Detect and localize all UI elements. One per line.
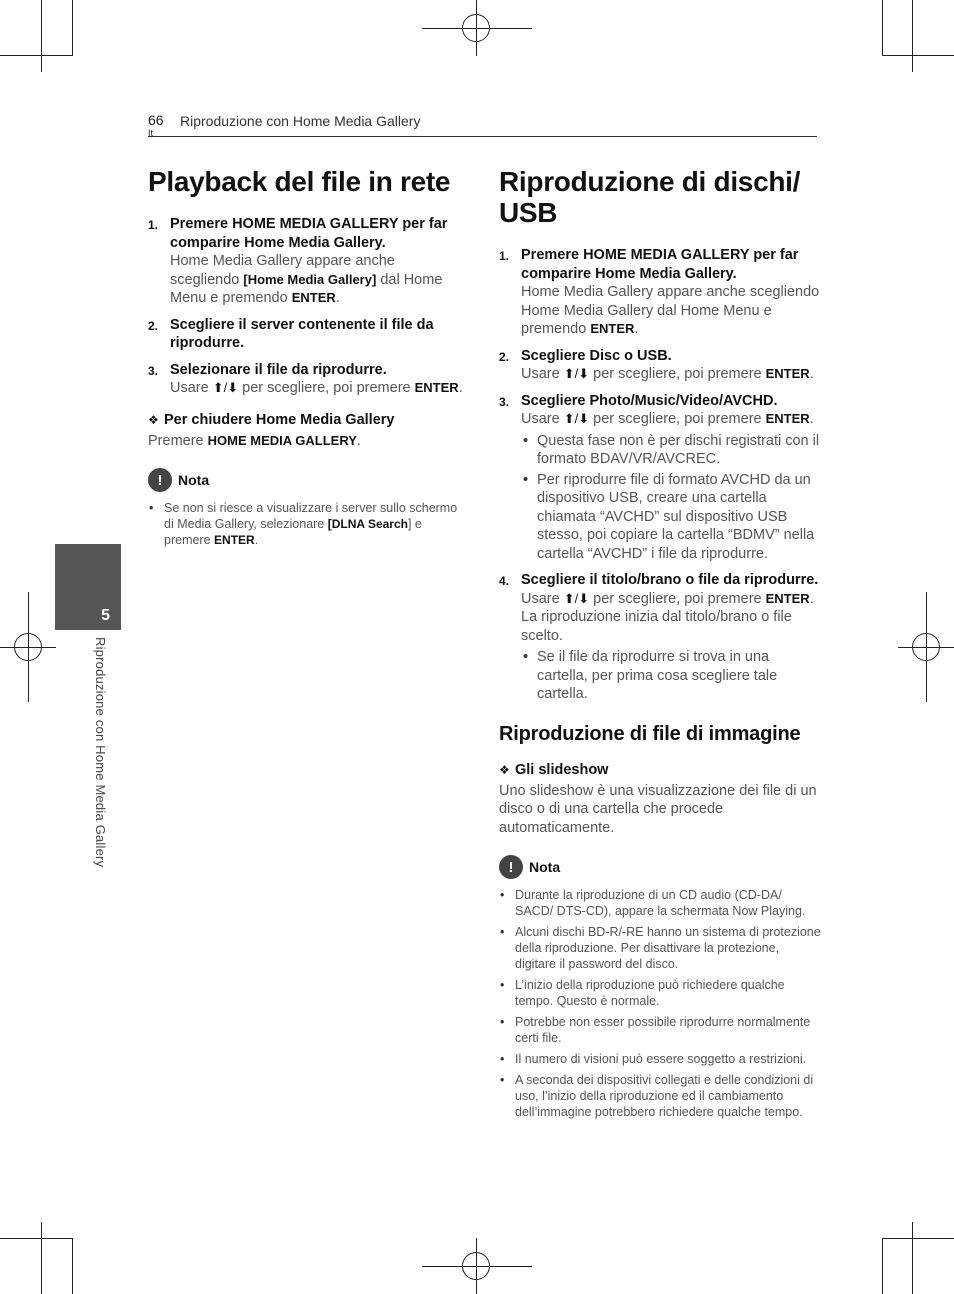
step-number: 4. — [499, 574, 510, 588]
step-desc: Usare ⬆/⬇ per scegliere, poi premere ENTER. — [521, 366, 814, 382]
step-title: Selezionare il file da riprodurre. — [170, 361, 387, 378]
up-down-arrows-icon: ⬆/⬇ — [212, 380, 239, 395]
step-title: Premere HOME MEDIA GALLERY per far comparire Home Media Gallery. — [521, 247, 799, 282]
step-number: 3. — [499, 394, 510, 409]
step-desc: Usare ⬆/⬇ per scegliere, poi premere ENTER. — [521, 590, 814, 607]
left-column — [148, 166, 466, 553]
right-step-2 — [499, 347, 821, 384]
step-desc: Home Media Gallery appare anche scegliendo [Home Media Gallery] dal Home Menu e premendo ENTER. — [170, 253, 443, 306]
right-step-3 — [499, 392, 821, 564]
right-subtext: Uno slideshow è una visualizzazione dei file di un disco o di una cartella che procede automaticamente. — [499, 782, 817, 836]
note-item: • A seconda dei dispositivi collegati e delle condizioni di uso, l’inizio della riproduzione ed il cambiamento dell’immagine potrebbero richiedere qualche tempo. — [499, 1072, 821, 1120]
bullet-item: • Questa fase non è per dischi registrati con il formato BDAV/VR/AVCREC. — [521, 432, 821, 469]
step-title: Premere HOME MEDIA GALLERY per far comparire Home Media Gallery. — [170, 216, 448, 251]
diamond-bullet-icon: ❖ — [499, 762, 510, 777]
side-title: Riproduzione con Home Media Gallery — [93, 637, 108, 868]
diamond-bullet-icon: ❖ — [148, 412, 159, 427]
right-subheading: ❖ Gli slideshow — [499, 761, 609, 778]
step-bullets — [521, 432, 821, 564]
header-title: Riproduzione con Home Media Gallery — [180, 113, 421, 129]
note-item: • Se non si riesce a visualizzare i server sullo schermo di Media Gallery, selezionare [DLNA Search] e premere ENTER. — [148, 500, 466, 548]
step-title: Scegliere Disc o USB. — [521, 347, 672, 364]
step-title: Scegliere il server contenente il file da riprodurre. — [170, 316, 434, 351]
step-number: 1. — [499, 249, 510, 263]
step-desc: Usare ⬆/⬇ per scegliere, poi premere ENTER. — [170, 380, 463, 396]
step-desc: Home Media Gallery appare anche scegliendo Home Media Gallery dal Home Menu e premendo ENTER. — [521, 284, 820, 337]
left-notes — [148, 500, 466, 548]
step-title: Scegliere il titolo/brano o file da riprodurre. — [521, 572, 819, 588]
left-step-2 — [148, 316, 466, 353]
left-nota: ! Nota — [148, 468, 466, 492]
bullet-item: • Per riprodurre file di formato AVCHD da un dispositivo USB, creare una cartella chiamata “AVCHD” sul dispositivo USB stesso, poi copiare la cartella “BDMV” nella cartella “AVCHD” i file da riprodurre. — [521, 471, 821, 564]
note-item: • Il numero di visioni può essere soggetto a restrizioni. — [499, 1051, 821, 1067]
left-subtext: Premere HOME MEDIA GALLERY. — [148, 432, 361, 449]
left-step-3 — [148, 361, 466, 398]
step-bullets — [521, 648, 821, 704]
bullet-item: • Se il file da riprodurre si trova in una cartella, per prima cosa scegliere tale cartella. — [521, 648, 821, 704]
page-number: 66 — [148, 112, 164, 128]
up-down-arrows-icon: ⬆/⬇ — [563, 411, 590, 426]
right-column — [499, 166, 821, 1125]
up-down-arrows-icon: ⬆/⬇ — [563, 366, 590, 381]
right-notes — [499, 887, 821, 1120]
page-header — [148, 112, 817, 137]
left-step-1 — [148, 215, 466, 308]
step-number: 2. — [499, 349, 510, 364]
step-number: 1. — [148, 218, 159, 232]
step-number: 3. — [148, 363, 159, 378]
left-heading: Playback del file in rete — [148, 166, 451, 197]
step-title: Scegliere Photo/Music/Video/AVCHD. — [521, 392, 778, 409]
right-heading: Riproduzione di dischi/ USB — [499, 166, 801, 228]
right-step-1 — [499, 246, 821, 339]
up-down-arrows-icon: ⬆/⬇ — [563, 590, 590, 606]
exclamation-icon: ! — [499, 855, 523, 879]
left-subheading: ❖ Per chiudere Home Media Gallery — [148, 411, 395, 428]
note-item: • L’inizio della riproduzione può richiedere qualche tempo. Questo è normale. — [499, 977, 821, 1009]
step-desc: Usare ⬆/⬇ per scegliere, poi premere ENTER. — [521, 411, 814, 427]
step-desc-extra: La riproduzione inizia dal titolo/brano o file scelto. — [521, 609, 792, 644]
note-item: • Potrebbe non esser possibile riprodurre normalmente certi file. — [499, 1014, 821, 1046]
chapter-tab — [55, 544, 121, 630]
note-item: • Durante la riproduzione di un CD audio (CD-DA/ SACD/ DTS-CD), appare la schermata Now Playing. — [499, 887, 821, 919]
step-number: 2. — [148, 318, 159, 333]
right-nota: ! Nota — [499, 855, 821, 879]
chapter-number: 5 — [101, 607, 110, 624]
right-heading-2: Riproduzione di file di immagine — [499, 722, 801, 745]
exclamation-icon: ! — [148, 468, 172, 492]
right-step-4 — [499, 571, 821, 704]
note-item: • Alcuni dischi BD-R/-RE hanno un sistema di protezione della riproduzione. Per disattivare la protezione, digitare il password del disco. — [499, 924, 821, 972]
page-language: It — [148, 128, 154, 138]
